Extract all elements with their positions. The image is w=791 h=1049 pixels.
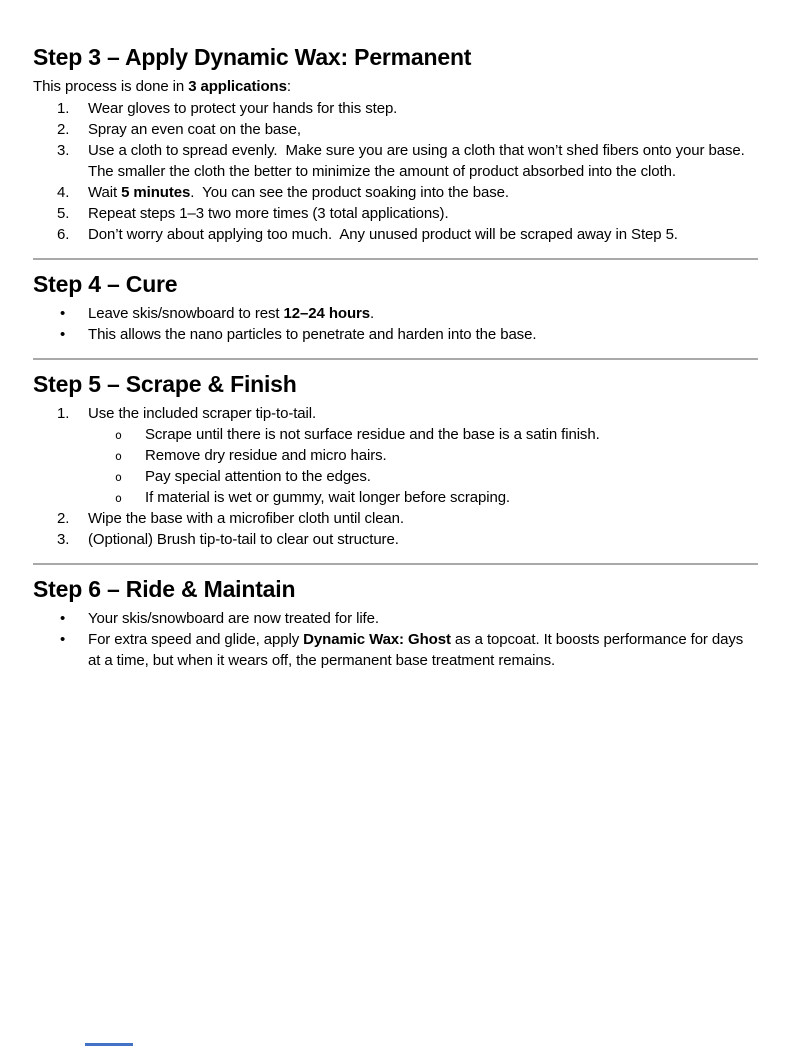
list-item (33, 324, 758, 345)
text-run: Use a cloth to spread evenly. Make sure you are using a cloth that won’t shed fibers onto your base. The smaller the cloth the better to minimize the amount of product absorbed into the cloth. (88, 142, 753, 180)
list-number: 2. (57, 510, 70, 527)
text-run: Wipe the base with a microfiber cloth until clean. (88, 510, 404, 527)
text-run: Wear gloves to protect your hands for this step. (88, 100, 398, 117)
list-number: 2. (57, 121, 70, 138)
sub-list-item (88, 466, 758, 487)
text-run: Wait (88, 184, 122, 201)
bullet-icon: • (60, 305, 66, 322)
list-item-text (88, 326, 536, 343)
list-item (33, 119, 758, 140)
section-divider (33, 358, 758, 360)
sub-list-item (88, 445, 758, 466)
list-item (33, 529, 758, 550)
text-run: Remove dry residue and micro hairs. (145, 447, 387, 464)
text-run: Your skis/snowboard are now treated for life. (88, 610, 379, 627)
list-item-text (145, 489, 510, 506)
text-run: This allows the nano particles to penetrate and harden into the base. (88, 326, 537, 343)
text-run: . (370, 305, 375, 322)
list-item-text (88, 121, 301, 138)
sub-list-item (88, 424, 758, 445)
section-divider (33, 258, 758, 260)
step-3-intro (33, 76, 758, 97)
list-item (33, 403, 758, 508)
text-run: as a topcoat. It boosts performance for days at a time, but when it wears off, the permanent base treatment remains. (88, 631, 748, 669)
step-4-heading: Step 4 – Cure (33, 271, 178, 297)
bold-text: 5 minutes (121, 184, 191, 201)
step-3-list (33, 98, 758, 245)
sub-list (88, 424, 758, 508)
bullet-icon: • (60, 631, 66, 648)
circle-bullet-icon: o (115, 491, 122, 505)
list-item-text (88, 142, 753, 180)
sub-list-item (88, 487, 758, 508)
step-5-list (33, 403, 758, 550)
list-item-text (88, 184, 509, 201)
text-run: Repeat steps 1–3 two more times (3 total applications). (88, 205, 449, 222)
section-step-4 (33, 271, 758, 345)
bold-text: Dynamic Wax: Ghost (303, 631, 451, 648)
list-item (33, 140, 758, 182)
circle-bullet-icon: o (115, 449, 122, 463)
section-step-3 (33, 44, 758, 245)
list-number: 6. (57, 226, 70, 243)
text-run: For extra speed and glide, apply (88, 631, 304, 648)
list-item (33, 608, 758, 629)
list-item (33, 508, 758, 529)
bullet-icon: • (60, 326, 66, 343)
list-number: 3. (57, 531, 70, 548)
section-step-5 (33, 371, 758, 550)
page-accent-line (85, 1043, 133, 1046)
list-item (33, 303, 758, 324)
step-6-heading: Step 6 – Ride & Maintain (33, 576, 296, 602)
list-item (33, 182, 758, 203)
list-item-text (88, 510, 404, 527)
bold-text: 3 applications (188, 78, 287, 95)
step-6-list (33, 608, 758, 671)
list-item (33, 203, 758, 224)
section-step-6 (33, 576, 758, 671)
list-number: 1. (57, 100, 70, 117)
bold-text: 12–24 hours (283, 305, 370, 322)
bullet-icon: • (60, 610, 66, 627)
list-item (33, 629, 758, 671)
text-run: Scrape until there is not surface residue and the base is a satin finish. (145, 426, 600, 443)
list-item-text (88, 205, 449, 222)
list-item-text (145, 468, 371, 485)
list-item-text (88, 405, 316, 422)
list-item (33, 224, 758, 245)
text-run: Don’t worry about applying too much. Any unused product will be scraped away in Step 5. (88, 226, 678, 243)
list-number: 1. (57, 405, 70, 422)
text-run: . You can see the product soaking into the base. (190, 184, 509, 201)
list-item-text (145, 447, 387, 464)
circle-bullet-icon: o (115, 428, 122, 442)
list-item (33, 98, 758, 119)
list-item-text (88, 100, 397, 117)
list-item-text (88, 226, 678, 243)
section-divider (33, 563, 758, 565)
list-number: 4. (57, 184, 70, 201)
list-number: 3. (57, 142, 70, 159)
step-4-list (33, 303, 758, 345)
text-run: Pay special attention to the edges. (145, 468, 371, 485)
text-run: Leave skis/snowboard to rest (88, 305, 284, 322)
text-run: Use the included scraper tip-to-tail. (88, 405, 317, 422)
text-run: If material is wet or gummy, wait longer before scraping. (145, 489, 511, 506)
list-item-text (88, 305, 374, 322)
list-item-text (88, 610, 379, 627)
text-run: This process is done in (33, 78, 189, 95)
text-run: Spray an even coat on the base, (88, 121, 301, 138)
list-item-text (145, 426, 600, 443)
text-run: : (286, 78, 291, 95)
list-item-text (88, 531, 399, 548)
step-3-heading: Step 3 – Apply Dynamic Wax: Permanent (33, 44, 472, 70)
list-number: 5. (57, 205, 70, 222)
list-item-text (88, 631, 747, 669)
circle-bullet-icon: o (115, 470, 122, 484)
text-run: (Optional) Brush tip-to-tail to clear out structure. (88, 531, 399, 548)
step-5-heading: Step 5 – Scrape & Finish (33, 371, 297, 397)
